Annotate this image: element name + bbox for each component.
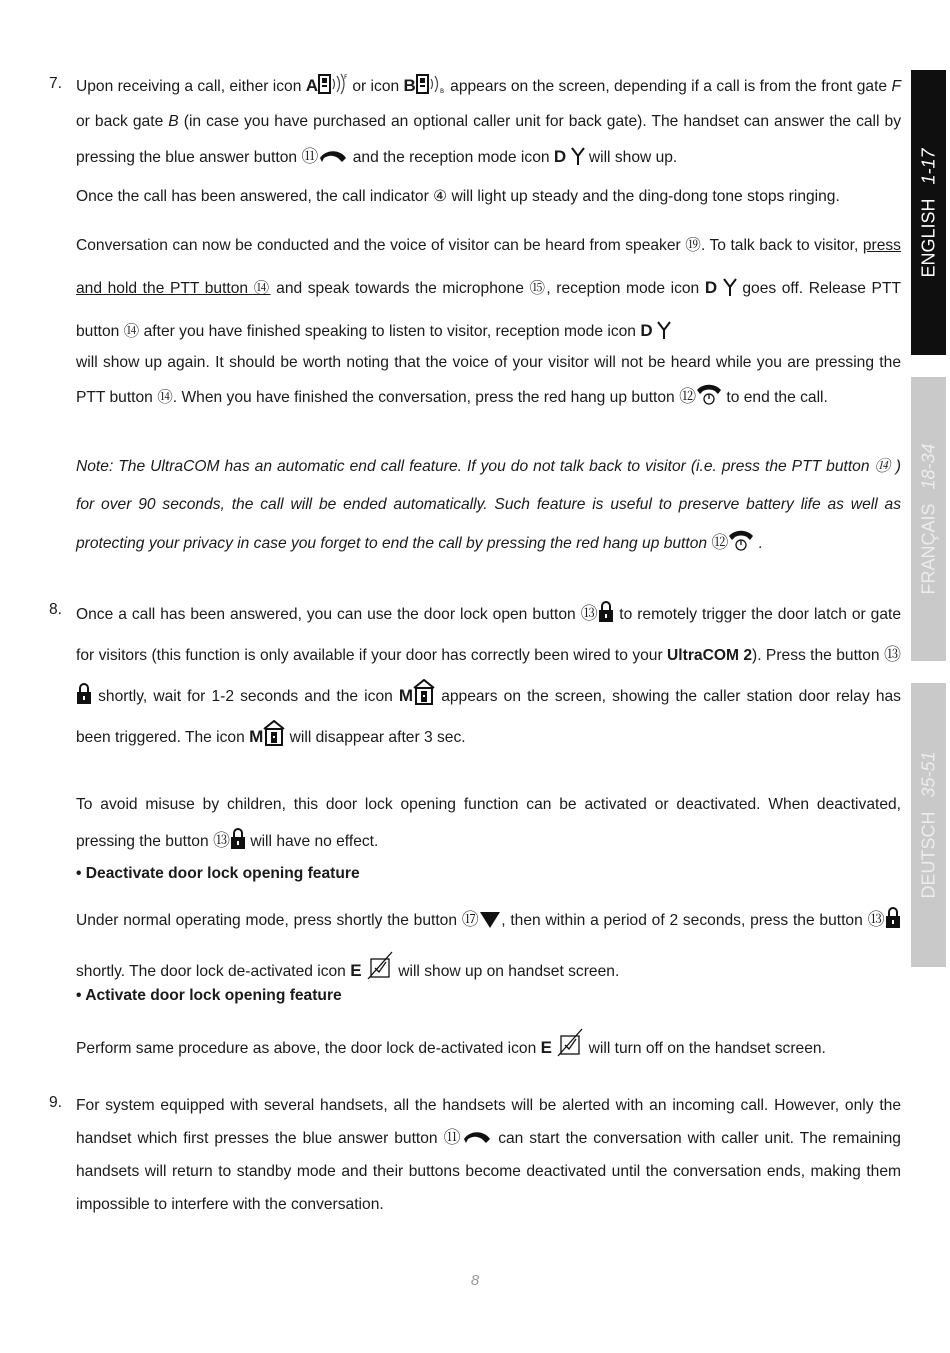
- tab-english: [911, 70, 946, 355]
- door-relay-icon: [263, 720, 285, 746]
- tab-english-label: ENGLISH: [918, 198, 938, 278]
- down-arrow-button-icon: [479, 911, 501, 929]
- icon-label-b: B: [403, 76, 416, 95]
- tab-deutsch: [911, 683, 946, 967]
- svg-text:F: F: [344, 74, 348, 81]
- deactivate-paragraph: Under normal operating mode, press shortly the button ⑰ , then within a period of 2 seconds, press the button ⑬ shortly. The door lock de-activated icon E will show up on handset screen.: [76, 895, 901, 997]
- deactivate-heading: • Deactivate door lock opening feature: [76, 865, 360, 882]
- activate-heading: • Activate door lock opening feature: [76, 987, 342, 1004]
- item-number-8: 8.: [49, 601, 63, 618]
- note-paragraph: Note: The UltraCOM has an automatic end call feature. If you do not talk back to visitor (i.e. press the PTT button ⑭ ) for over 90 seconds, the call will be ended automatically. Such feature is useful to preserve battery life as well as protecting your privacy in case you forget to end the call by pressing the red hang up button ⑫ .: [76, 458, 901, 553]
- tab-francais: [911, 377, 946, 661]
- item7-paragraph-1: Upon receiving a call, either icon A F or icon B B appears on the screen, depending if a call is from the front gate F or back gate B (in case you have purchased an optional caller unit for back gate). The handset can answer the call by pressing the blue answer button ⑪ and the reception mode icon D will show up.: [76, 74, 901, 167]
- door-lock-deactivated-icon: [556, 1027, 584, 1057]
- icon-label-d: D: [553, 147, 567, 166]
- tab-english-range: 1-17: [918, 147, 938, 184]
- handset-back-call-icon: [416, 73, 446, 95]
- answer-phone-icon: [318, 150, 348, 166]
- antenna-icon: [723, 277, 737, 297]
- activate-paragraph: Perform same procedure as above, the door lock de-activated icon E will turn off on the handset screen.: [76, 1027, 901, 1062]
- tab-francais-label: FRANÇAIS: [918, 503, 938, 595]
- item7-paragraph-2: Once the call has been answered, the call indicator ④ will light up steady and the ding-dong tone stops ringing.: [76, 188, 840, 205]
- lock-icon: [598, 601, 614, 623]
- door-lock-deactivated-icon: [366, 950, 394, 980]
- item8-paragraph-2: To avoid misuse by children, this door lock opening function can be activated or deactivated. When deactivated, pressing the button ⑬ will have no effect.: [76, 796, 901, 851]
- answer-phone-icon: [462, 1131, 492, 1147]
- tab-francais-range: 18-34: [918, 443, 938, 490]
- lock-icon: [230, 828, 246, 850]
- door-relay-icon: [413, 679, 435, 705]
- page-number: 8: [470, 1272, 480, 1289]
- lock-icon: [885, 907, 901, 929]
- lock-icon: [76, 683, 92, 705]
- item8-paragraph-1: Once a call has been answered, you can use the door lock open button ⑬ to remotely trigger the door latch or gate for visitors (this function is only available if your door has correctly been wired to your UltraCOM 2). Press the button ⑬ shortly, wait for 1-2 seconds and the icon M appears on the screen, showing the caller station door relay has been triggered. The icon M will disappear after 3 sec.: [76, 594, 901, 758]
- svg-text:B: B: [439, 88, 444, 95]
- product-name: UltraCOM 2: [667, 647, 753, 664]
- icon-label-a: A: [305, 76, 319, 95]
- item7-paragraph-3: Conversation can now be conducted and the voice of visitor can be heard from speaker ⑲. To talk back to visitor, press and hold the PTT button ⑭ and speak towards the microphone ⑮, reception mode icon D goes off. Release PTT button ⑭ after you have finished speaking to listen to visitor, reception mode icon D: [76, 237, 901, 340]
- antenna-icon: [657, 320, 671, 340]
- item-number-9: 9.: [49, 1094, 63, 1111]
- item7-paragraph-4: will show up again. It should be worth noting that the voice of your visitor will not be heard while you are pressing the PTT button ⑭. When you have finished the conversation, press the red hang up button ⑫ to end the call.: [76, 354, 901, 407]
- icon-label-e: E: [350, 961, 362, 980]
- antenna-icon: [571, 146, 585, 166]
- hang-up-phone-icon: [728, 530, 754, 552]
- item9-paragraph: For system equipped with several handsets, all the handsets will be alerted with an incoming call. However, only the handset which first presses the blue answer button ⑪ can start the conversation with caller unit. The remaining handsets will return to standby mode and their buttons become deactivated until the conversation ends, making them impossible to interfere with the conversation.: [76, 1097, 901, 1213]
- handset-front-call-icon: [318, 73, 348, 95]
- tab-deutsch-label: DEUTSCH: [918, 811, 938, 899]
- icon-label-m: M: [398, 686, 414, 705]
- tab-deutsch-range: 35-51: [918, 751, 938, 798]
- hang-up-phone-icon: [696, 384, 722, 406]
- item-number-7: 7.: [49, 75, 63, 92]
